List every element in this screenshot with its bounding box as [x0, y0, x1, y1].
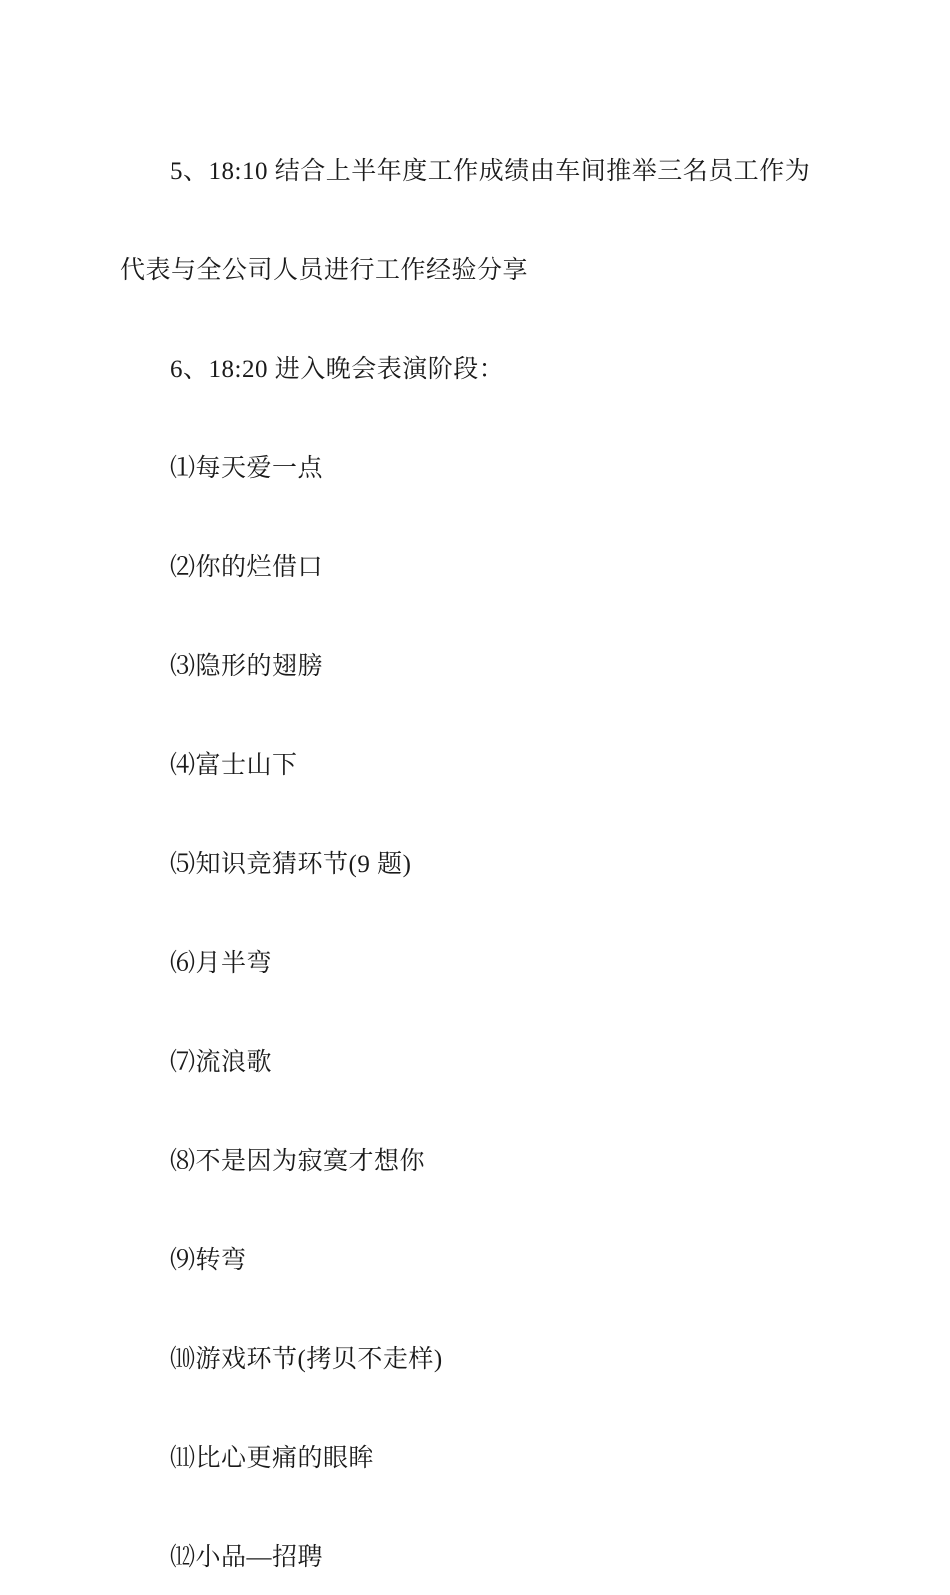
paragraph-schedule-item-6: 6、18:20 进入晚会表演阶段：	[170, 356, 505, 383]
program-list-item-1: ⑴每天爱一点	[170, 455, 324, 482]
program-list-item-3: ⑶隐形的翅膀	[170, 653, 324, 680]
program-list-item-12: ⑿小品—招聘	[170, 1544, 324, 1571]
program-list-item-2: ⑵你的烂借口	[170, 554, 324, 581]
paragraph-schedule-item-5-continued: 代表与全公司人员进行工作经验分享	[120, 257, 529, 284]
program-list-item-10: ⑽游戏环节(拷贝不走样)	[170, 1346, 443, 1373]
program-list-item-5: ⑸知识竞猜环节(9 题)	[170, 851, 412, 878]
program-list-item-8: ⑻不是因为寂寞才想你	[170, 1148, 426, 1175]
document-body	[120, 135, 830, 1595]
program-list-item-4: ⑷富士山下	[170, 752, 298, 779]
program-list-item-7: ⑺流浪歌	[170, 1049, 273, 1076]
program-list-item-9: ⑼转弯	[170, 1247, 247, 1274]
program-list-item-11: ⑾比心更痛的眼眸	[170, 1445, 375, 1472]
program-list-item-6: ⑹月半弯	[170, 950, 273, 977]
paragraph-schedule-item-5: 5、18:10 结合上半年度工作成绩由车间推举三名员工作为	[170, 158, 811, 185]
